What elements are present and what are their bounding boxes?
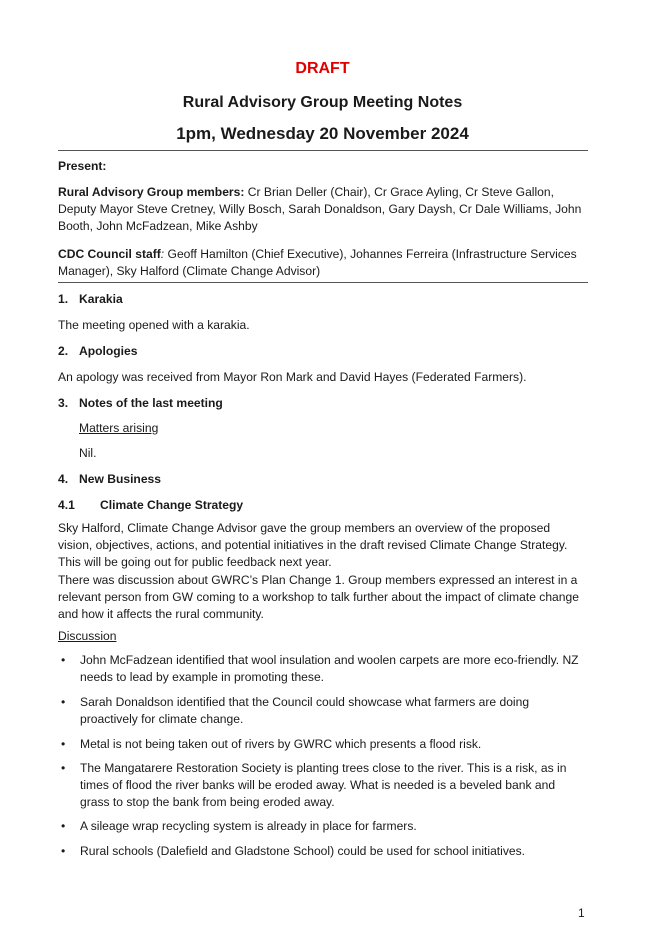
section-karakia-text: The meeting opened with a karakia. — [58, 318, 250, 332]
present-heading: Present: — [58, 159, 107, 173]
list-item: • Sarah Donaldson identified that the Council could showcase what farmers are doing proactively for climate change. — [61, 695, 530, 726]
bullet-icon: • — [61, 653, 66, 667]
matters-arising-text: Nil. — [79, 446, 97, 460]
section-apologies-heading: 2. Apologies — [58, 344, 138, 358]
staff-colon: : — [160, 247, 165, 261]
list-item: • John McFadzean identified that wool insulation and woolen carpets are more eco-friendly. NZ needs to lead by example in promoting these. — [61, 653, 579, 684]
bullet-icon: • — [61, 819, 66, 833]
members-label: Rural Advisory Group members: — [58, 185, 245, 199]
bullet-icon: • — [61, 844, 66, 858]
discussion-list-4 — [58, 760, 586, 811]
discussion-label: Discussion — [58, 629, 117, 643]
draft-label: DRAFT — [295, 60, 350, 77]
staff-list: Geoff Hamilton (Chief Executive), Johannes Ferreira (Infrastructure Services Manager), Sky Halford (Climate Change Advisor) — [58, 247, 577, 278]
members-paragraph — [58, 184, 586, 235]
list-item: • Metal is not being taken out of rivers by GWRC which presents a flood risk. — [61, 737, 482, 751]
document-title: Rural Advisory Group Meeting Notes — [182, 94, 463, 111]
list-item: • The Mangatarere Restoration Society is planting trees close to the river. This is a risk, as in times of flood the river banks will be eroded away. What is needed is a beveled bank and grass to stop the bank from being eroded away. — [61, 761, 567, 809]
members-list: Cr Brian Deller (Chair), Cr Grace Ayling, Cr Steve Gallon, Deputy Mayor Steve Cretney, Willy Bosch, Sarah Donaldson, Gary Daysh, Cr Dale Williams, John Booth, John McFadzean, Mike Ashby — [58, 185, 582, 233]
staff-paragraph — [58, 246, 586, 280]
list-item: • Rural schools (Dalefield and Gladstone School) could be used for school initiatives. — [61, 844, 526, 858]
header-divider — [58, 150, 588, 151]
climate-paragraph-1: Sky Halford, Climate Change Advisor gave the group members an overview of the proposed vision, objectives, actions, and potential initiatives in the draft revised Climate Change Strategy. This will be going out for public feedback next year. — [58, 521, 568, 569]
matters-arising-label: Matters arising — [79, 421, 159, 435]
subsection-climate-heading: 4.1 Climate Change Strategy — [58, 498, 244, 512]
climate-paragraph-2: There was discussion about GWRC’s Plan Change 1. Group members expressed an interest in a relevant person from GW coming to a workshop to talk further about the impact of climate change and how it affects the rural community. — [58, 573, 579, 621]
section-notes-heading: 3. Notes of the last meeting — [58, 396, 223, 410]
page-number: 1 — [578, 906, 585, 920]
discussion-list-5 — [58, 818, 586, 835]
meeting-date: 1pm, Wednesday 20 November 2024 — [176, 124, 469, 143]
section-karakia-heading: 1. Karakia — [58, 292, 123, 306]
discussion-list-3 — [58, 736, 586, 753]
discussion-list-6 — [58, 843, 586, 860]
section-new-business-heading: 4. New Business — [58, 472, 161, 486]
list-item: • A sileage wrap recycling system is already in place for farmers. — [61, 819, 417, 833]
staff-label: CDC Council staff — [58, 247, 161, 261]
section-apologies-text: An apology was received from Mayor Ron Mark and David Hayes (Federated Farmers). — [58, 370, 527, 384]
present-divider — [58, 282, 588, 283]
discussion-list-2 — [58, 694, 586, 728]
bullet-icon: • — [61, 695, 66, 709]
bullet-icon: • — [61, 761, 66, 775]
bullet-icon: • — [61, 737, 66, 751]
discussion-list-1 — [58, 652, 586, 686]
